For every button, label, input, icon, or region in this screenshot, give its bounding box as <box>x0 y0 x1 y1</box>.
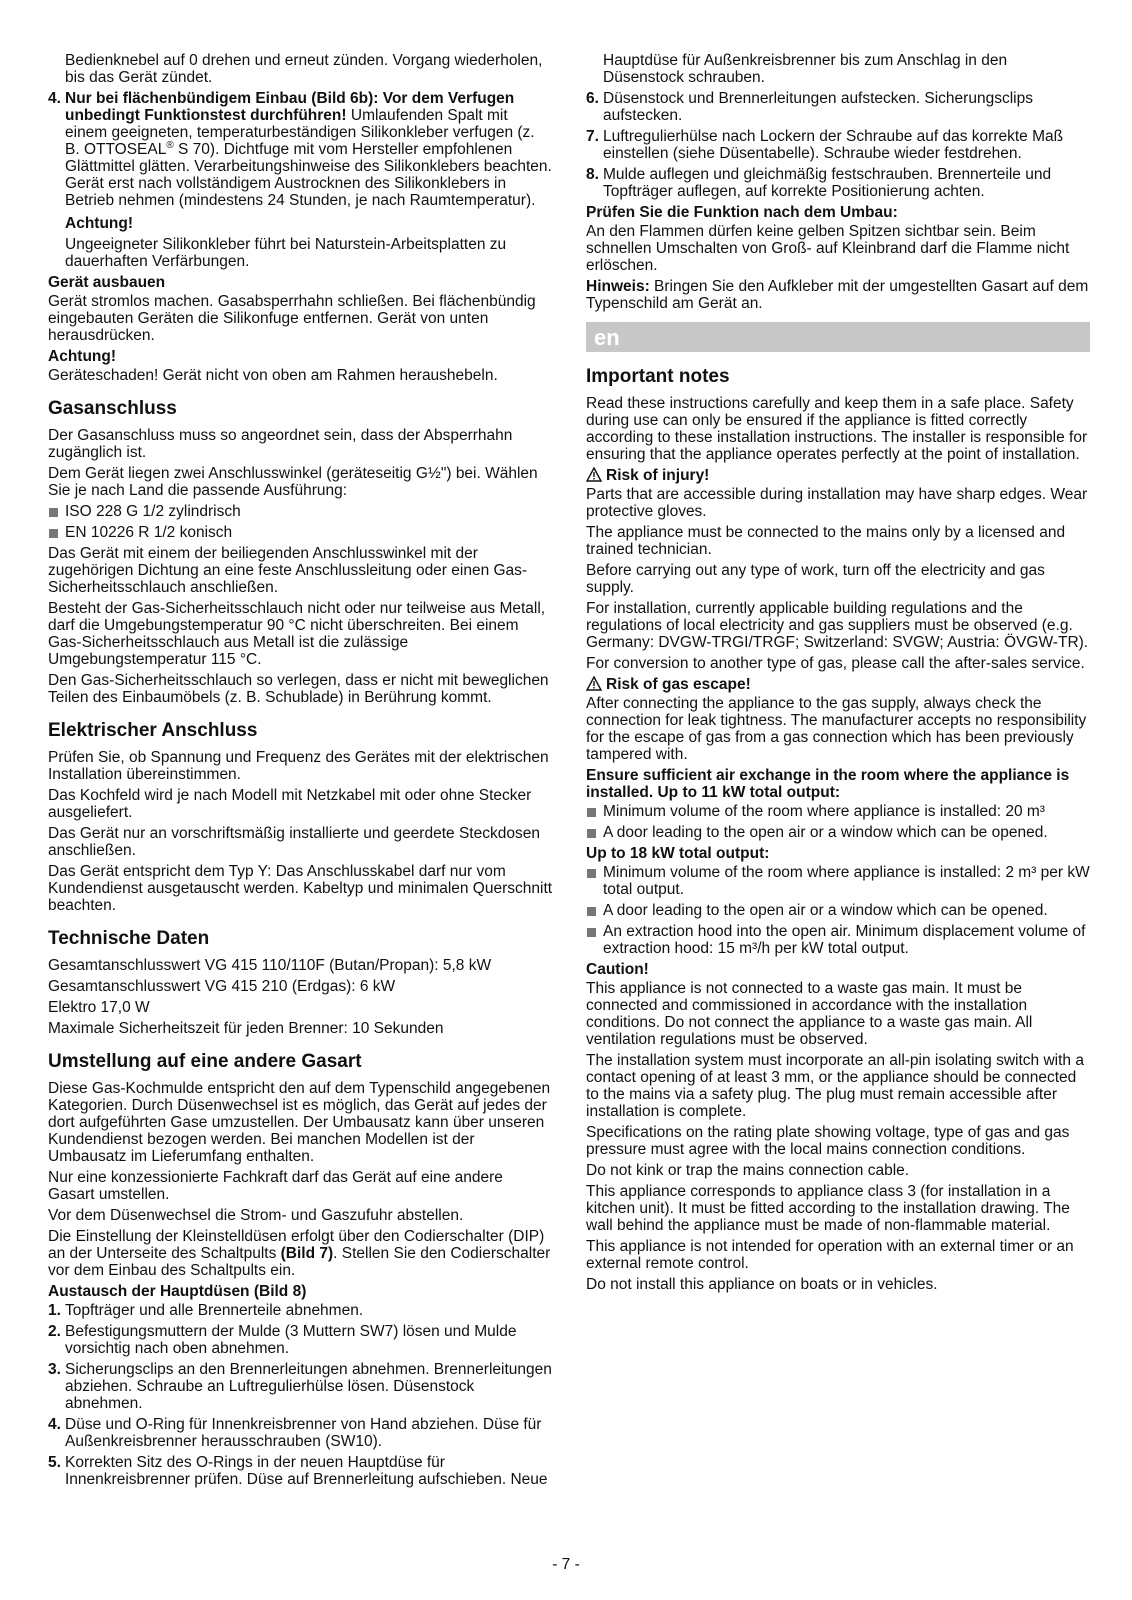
section-heading: Important notes <box>586 366 730 387</box>
note-text: Bringen Sie den Aufkleber mit der umgestellten Gasart auf dem Typenschild am Gerät an. <box>586 278 1089 312</box>
flush-install-text-2: S 70). Dichtfuge mit vom Hersteller empfohlenen Glättmittel glätten. Verarbeitungshinweise des Silikonklebers beachten. Gerät erst nach vollständigem Austrocknen des Silikonklebers in Betrieb nehmen (mindestens 24 Stunden, je nach Raumtemperatur). <box>65 141 552 209</box>
paragraph: Prüfen Sie, ob Spannung und Frequenz des Gerätes mit der elektrischen Installation übereinstimmen. <box>48 749 549 783</box>
paragraph: Den Gas-Sicherheitsschlauch so verlegen, dass er nicht mit beweglichen Teilen des Einbaumöbels (z. B. Schublade) in Berührung kommt. <box>48 672 549 706</box>
list-item <box>48 1416 553 1450</box>
list-number: 6. <box>586 90 599 107</box>
paragraph: An den Flammen dürfen keine gelben Spitzen sichtbar sein. Beim schnellen Umschalten von Groß- auf Kleinbrand darf die Flamme nicht erlöschen. <box>586 223 1070 274</box>
page-number: - 7 - <box>552 1556 580 1573</box>
section-heading: Elektrischer Anschluss <box>48 720 258 741</box>
paragraph: After connecting the appliance to the gas supply, always check the connection for leak tightness. The manufacturer accepts no responsibility for the escape of gas from a gas connection which has been previously tampered with. <box>586 695 1087 763</box>
paragraph: Geräteschaden! Gerät nicht von oben am Rahmen heraushebeln. <box>48 367 498 384</box>
caution-title: Caution! <box>586 961 649 978</box>
paragraph: Diese Gas-Kochmulde entspricht den auf dem Typenschild angegebenen Kategorien. Durch Düsenwechsel ist es möglich, das Gerät auf jedes der dort aufgeführten Gase umzustellen. Der Umbausatz kann über unseren Kundendienst bezogen werden. Bei manchen Modellen ist der Umbausatz im Lieferumfang enthalten. <box>48 1080 551 1165</box>
section-subtitle: Prüfen Sie die Funktion nach dem Umbau: <box>586 204 898 221</box>
step-text: Sicherungsclips an den Brennerleitungen abnehmen. Brennerleitungen abziehen. Schraube an Luftregulierhülse lösen. Düsenstock abnehmen. <box>65 1361 552 1412</box>
list-number: 8. <box>586 166 599 183</box>
paragraph: The installation system must incorporate an all-pin isolating switch with a contact opening of at least 3 mm, or the appliance should be connected to the mains via a safety plug. The plug must remain accessible after installation is complete. <box>586 1052 1084 1120</box>
paragraph: For installation, currently applicable building regulations and the regulations of local electricity and gas suppliers must be observed (e.g. Germany: DVGW-TRGI/TRGF; Switzerland: SVGW; Austria: ÖVGW-TR). <box>586 600 1089 651</box>
paragraph: For conversion to another type of gas, please call the after-sales service. <box>586 655 1085 672</box>
bullet-item <box>586 923 1090 957</box>
step-text: Topfträger und alle Brennerteile abnehmen. <box>65 1302 364 1319</box>
bullet-item <box>48 503 553 520</box>
paragraph <box>48 1228 553 1279</box>
spec-line: Gesamtanschlusswert VG 415 210 (Erdgas): 6 kW <box>48 978 396 995</box>
step-text: Luftregulierhülse nach Lockern der Schraube auf das korrekte Maß einstellen (siehe Düsentabelle). Schraube wieder festdrehen. <box>603 128 1064 162</box>
list-item <box>586 166 1090 200</box>
bullet-item <box>586 824 1090 841</box>
list-item <box>586 90 1090 124</box>
paragraph: Das Gerät entspricht dem Typ Y: Das Anschlusskabel darf nur vom Kundendienst ausgetauscht werden. Kabeltyp und minimalen Querschnitt beachten. <box>48 863 553 914</box>
list-number: 2. <box>48 1323 61 1340</box>
bullet-text: A door leading to the open air or a window which can be opened. <box>603 824 1048 841</box>
step-text: Korrekten Sitz des O-Rings in der neuen Hauptdüse für Innenkreisbrenner prüfen. Düse auf Brennerleitung aufschieben. Neue <box>65 1454 548 1488</box>
list-number: 1. <box>48 1302 61 1319</box>
achtung-text: Ungeeigneter Silikonkleber führt bei Naturstein-Arbeitsplatten zu dauerhaften Verfärbungen. <box>65 236 507 270</box>
paragraph: Do not install this appliance on boats or in vehicles. <box>586 1276 938 1293</box>
paragraph: Before carrying out any type of work, turn off the electricity and gas supply. <box>586 562 1045 596</box>
bullet-item <box>586 864 1090 898</box>
paragraph: Das Gerät nur an vorschriftsmäßig installierte und geerdete Steckdosen anschließen. <box>48 825 540 859</box>
paragraph: Gerät stromlos machen. Gasabsperrhahn schließen. Bei flächenbündig eingebauten Geräten die Silikonfuge entfernen. Gerät von unten herausdrücken. <box>48 293 536 344</box>
step-text: Befestigungsmuttern der Mulde (3 Muttern SW7) lösen und Mulde vorsichtig nach oben abnehmen. <box>65 1323 517 1357</box>
paragraph-text: . Stellen Sie den Codierschalter vor dem Einbau des Schaltpults ein. <box>48 1245 551 1279</box>
list-number: 3. <box>48 1361 61 1378</box>
square-bullet-icon <box>49 529 58 538</box>
paragraph: The appliance must be connected to the mains only by a licensed and trained technician. <box>586 524 1066 558</box>
paragraph: Das Kochfeld wird je nach Modell mit Netzkabel mit oder ohne Stecker ausgeliefert. <box>48 787 532 821</box>
paragraph: Das Gerät mit einem der beiliegenden Anschlusswinkel mit der zugehörigen Dichtung an eine feste Anschlussleitung oder einen Gas-Sicherheitsschlauch anschließen. <box>48 545 528 596</box>
square-bullet-icon <box>587 829 596 838</box>
registered-mark: ® <box>166 139 174 151</box>
left-column <box>48 52 553 1492</box>
section-heading: Gasanschluss <box>48 398 177 419</box>
list-item <box>48 1302 553 1319</box>
step-list <box>48 1302 553 1488</box>
section-heading: Umstellung auf eine andere Gasart <box>48 1051 362 1072</box>
note-label: Hinweis: <box>586 278 650 295</box>
square-bullet-icon <box>587 869 596 878</box>
step-text: Mulde auflegen und gleichmäßig festschrauben. Brennerteile und Topfträger auflegen, auf korrekte Positionierung achten. <box>603 166 1052 200</box>
language-bar: en <box>586 322 1090 352</box>
warning-triangle-icon <box>586 467 602 482</box>
achtung-title: Achtung! <box>48 348 117 365</box>
right-column <box>586 52 1090 1297</box>
list-number: 4. <box>48 1416 61 1433</box>
achtung-title: Achtung! <box>65 215 134 232</box>
flush-install-text: Umlaufenden Spalt mit einem geeigneten, temperaturbeständigen Silikonkleber verfugen (z. B. OTTOSEAL <box>65 107 535 158</box>
bullet-text: Minimum volume of the room where appliance is installed: 2 m³ per kW total output. <box>603 864 1090 898</box>
bullet-item <box>48 524 553 541</box>
section-subtitle: Austausch der Hauptdüsen (Bild 8) <box>48 1283 307 1300</box>
warning-triangle-icon <box>586 676 602 691</box>
paragraph: This appliance is not intended for operation with an external timer or an external remote control. <box>586 1238 1074 1272</box>
warning-title <box>586 676 1090 693</box>
paragraph-text: Die Einstellung der Kleinstelldüsen erfolgt über den Codierschalter (DIP) an der Unterseite des Schaltpults <box>48 1228 545 1262</box>
spec-line: Elektro 17,0 W <box>48 999 150 1016</box>
step-text: Düse und O-Ring für Innenkreisbrenner von Hand abziehen. Düse für Außenkreisbrenner herausschrauben (SW10). <box>65 1416 542 1450</box>
list-item <box>586 128 1090 162</box>
list-item <box>48 1454 553 1488</box>
warning-title <box>586 467 1090 484</box>
list-number: 7. <box>586 128 599 145</box>
figure-ref: (Bild 7) <box>280 1245 334 1262</box>
square-bullet-icon <box>587 907 596 916</box>
warning-title-text: Risk of gas escape! <box>606 676 751 693</box>
note-paragraph <box>586 278 1090 312</box>
paragraph: Besteht der Gas-Sicherheitsschlauch nicht oder nur teilweise aus Metall, darf die Umgebungstemperatur 90 °C nicht überschreiten. Bei einem Gas-Sicherheitsschlauch aus Metall ist die zulässige Umgebungstemperatur 115 °C. <box>48 600 546 668</box>
flush-install-warning: Nur bei flächenbündigem Einbau (Bild 6b): Vor dem Verfugen unbedingt Funktionstest durchführen! <box>65 90 515 124</box>
paragraph: Der Gasanschluss muss so angeordnet sein, dass der Absperrhahn zugänglich ist. <box>48 427 513 461</box>
bullet-item <box>586 803 1090 820</box>
paragraph: This appliance corresponds to appliance class 3 (for installation in a kitchen unit). It must be fitted according to the installation drawing. The wall behind the appliance must be made of non-flammable material. <box>586 1183 1070 1234</box>
list-number: 5. <box>48 1454 61 1471</box>
bullet-text: EN 10226 R 1/2 konisch <box>65 524 233 541</box>
continued-paragraph: Bedienknebel auf 0 drehen und erneut zünden. Vorgang wiederholen, bis das Gerät zündet. <box>65 52 543 86</box>
paragraph: Dem Gerät liegen zwei Anschlusswinkel (geräteseitig G½") bei. Wählen Sie je nach Land die passende Ausführung: <box>48 465 538 499</box>
bullet-text: ISO 228 G 1/2 zylindrisch <box>65 503 241 520</box>
section-subtitle: Ensure sufficient air exchange in the room where the appliance is installed. Up to 11 kW total output: <box>586 767 1070 801</box>
section-heading: Technische Daten <box>48 928 210 949</box>
square-bullet-icon <box>587 808 596 817</box>
step-text: Düsenstock und Brennerleitungen aufstecken. Sicherungsclips aufstecken. <box>603 90 1033 124</box>
bullet-item <box>586 902 1090 919</box>
list-item <box>48 1361 553 1412</box>
list-item <box>48 90 553 209</box>
list-item <box>48 1323 553 1357</box>
list-number: 4. <box>48 90 61 107</box>
paragraph: Parts that are accessible during installation may have sharp edges. Wear protective gloves. <box>586 486 1088 520</box>
paragraph: Specifications on the rating plate showing voltage, type of gas and gas pressure must agree with the local mains connection conditions. <box>586 1124 1070 1158</box>
bullet-text: A door leading to the open air or a window which can be opened. <box>603 902 1048 919</box>
spec-line: Maximale Sicherheitszeit für jeden Brenner: 10 Sekunden <box>48 1020 444 1037</box>
continued-paragraph: Hauptdüse für Außenkreisbrenner bis zum Anschlag in den Düsenstock schrauben. <box>603 52 1008 86</box>
section-subtitle: Up to 18 kW total output: <box>586 845 770 862</box>
spec-line: Gesamtanschlusswert VG 415 110/110F (Butan/Propan): 5,8 kW <box>48 957 492 974</box>
paragraph: Do not kink or trap the mains connection cable. <box>586 1162 910 1179</box>
bullet-text: An extraction hood into the open air. Minimum displacement volume of extraction hood: 15 m³/h per kW total output. <box>603 923 1086 957</box>
square-bullet-icon <box>587 928 596 937</box>
warning-title-text: Risk of injury! <box>606 467 710 484</box>
paragraph: Read these instructions carefully and keep them in a safe place. Safety during use can only be ensured if the appliance is fitted correctly according to these installation instructions. The installer is responsible for ensuring that the appliance operates perfectly at the point of installation. <box>586 395 1088 463</box>
bullet-text: Minimum volume of the room where appliance is installed: 20 m³ <box>603 803 1045 820</box>
paragraph: This appliance is not connected to a waste gas main. It must be connected and commissioned in accordance with the installation conditions. Do not connect the appliance to a waste gas main. All ventilation regulations must be observed. <box>586 980 1033 1048</box>
section-subtitle: Gerät ausbauen <box>48 274 166 291</box>
paragraph: Vor dem Düsenwechsel die Strom- und Gaszufuhr abstellen. <box>48 1207 464 1224</box>
paragraph: Nur eine konzessionierte Fachkraft darf das Gerät auf eine andere Gasart umstellen. <box>48 1169 503 1203</box>
square-bullet-icon <box>49 508 58 517</box>
